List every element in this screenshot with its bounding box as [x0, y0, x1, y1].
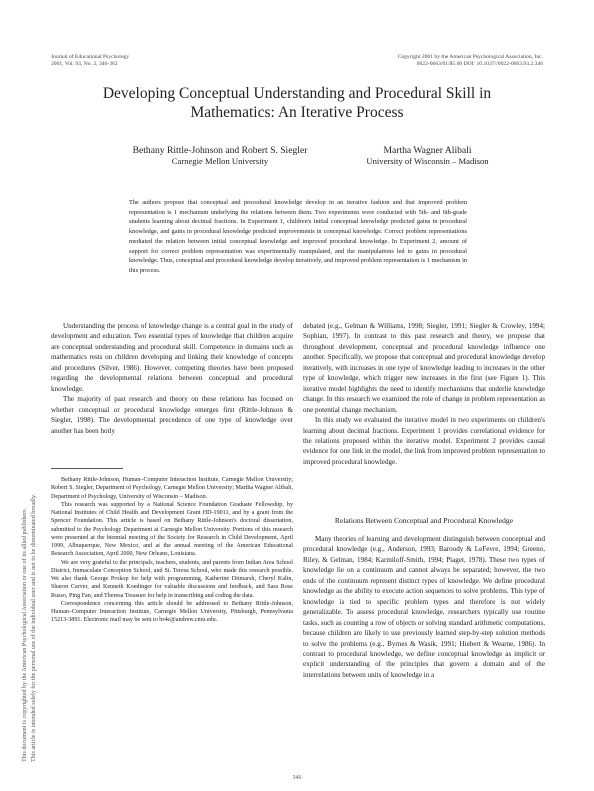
page-number: 346: [292, 775, 302, 781]
title-line-2: Mathematics: An Iterative Process: [190, 104, 404, 121]
footnote-paragraph: This research was supported by a National Science Foundation Graduate Fellowship, by National Institutes of Child Health and Development Grant HD-19011, and by a grant from the Spencer Foundation. This article is based on Bethany Rittle-Johnson's doctoral dissertation, submitted to the Psychology Department at Carnegie Mellon University. Portions of this research were presented at the biennial meeting of the Society for Research in Child Development, April 1999, Albuquerque, New Mexico, and at the annual meeting of the American Educational Research Association, April 2000, New Orleans, Louisiana.: [51, 501, 293, 558]
abstract: The authors propose that conceptual and procedural knowledge develop in an iterative fashion and that improved problem representation is 1 mechanism underlying the relations between them. Two experiments were conducted with 5th- and 6th-grade students learning about decimal fractions. In Experiment 1, children's initial conceptual knowledge predicted gains in procedural knowledge, and gains in procedural knowledge predicted improvements in conceptual knowledge. Correct problem representations mediated the relation between initial conceptual knowledge and improved procedural knowledge. In Experiment 2, amount of support for correct problem representation was experimentally manipulated, and the manipulations led to gains in procedural knowledge. Thus, conceptual and procedural knowledge develop iteratively, and improved problem representation is 1 mechanism in this process.: [129, 199, 467, 274]
author-block-1: [96, 145, 344, 166]
doi-line: 0022-0663/01/$5.00 DOI: 10.1037//0022-0663.93.2.346: [416, 61, 543, 67]
side-copyright-notice-2: This article is intended solely for the personal use of the individual user and is not to be disseminated broadly.: [31, 493, 37, 762]
right-column-section-body: [303, 534, 545, 680]
copyright-notice: [342, 54, 543, 68]
side-copyright-notice-1: This document is copyrighted by the American Psychological Association or one of its allied publishers.: [22, 507, 28, 762]
footnote-paragraph: Correspondence concerning this article should be addressed to Bethany Rittle-Johnson, Human–Computer Interaction Institute, Carnegie Mellon University, Pittsburgh, Pennsylvania 15213-3891. Electronic mail may be sent to br4e@andrew.cmu.edu.: [51, 600, 293, 624]
footnote-rule: [51, 468, 123, 469]
author-footnote: [51, 476, 293, 625]
left-column-body: [51, 321, 293, 436]
body-paragraph: debated (e.g., Gelman & Williams, 1998; Siegler, 1991; Siegler & Crowley, 1994; Sophian, 1997). In contrast to this past research and theory, we propose that throughout development, conceptual and procedural knowledge influence one another. Specifically, we propose that conceptual and procedural knowledge develop iteratively, with increases in one type of knowledge leading to increases in the other type of knowledge, which trigger new increases in the first (see Figure 1). This iterative model highlights the need to identify mechanisms that underlie knowledge change. In this research we examined the role of change in problem representation as one potential change mechanism.: [303, 322, 545, 414]
journal-name: Journal of Educational Psychology: [51, 54, 130, 60]
body-paragraph: Understanding the process of knowledge change is a central goal in the study of development and education. Two essential types of knowledge that children acquire are conceptual understanding and procedural skill. Competence in domains such as mathematics rests on children developing and linking their knowledge of concepts and procedures (Silver, 1986). However, competing theories have been proposed regarding the developmental relations between conceptual and procedural knowledge.: [51, 322, 293, 393]
right-column-body: [303, 321, 545, 467]
journal-citation: [51, 54, 129, 68]
footnote-paragraph: Bethany Rittle-Johnson, Human–Computer Interaction Institute, Carnegie Mellon University; Robert S. Siegler, Department of Psychology, Carnegie Mellon University; Martha Wagner Alibali, Department of Psychology, University of Wisconsin – Madison.: [51, 477, 293, 500]
section-heading: Relations Between Conceptual and Procedural Knowledge: [334, 516, 514, 525]
author-names: Martha Wagner Alibali: [383, 145, 472, 156]
journal-volume: 2001, Vol. 93, No. 2, 346-362: [51, 61, 118, 67]
body-paragraph: The majority of past research and theory on these relations has focused on whether conceptual or procedural knowledge emerges first (Rittle-Johnson & Siegler, 1998). The developmental precedence of one type of knowledge over another has been hotly: [51, 395, 293, 435]
author-names: Bethany Rittle-Johnson and Robert S. Siegler: [132, 145, 308, 156]
body-paragraph: In this study we evaluated the iterative model in two experiments on children's learning about decimal fractions. Experiment 1 provides correlational evidence for the relations proposed within the iterative model. Experiment 2 provides causal evidence for one link in the model, the link from improved problem representation to improved procedural knowledge.: [303, 416, 545, 466]
footnote-paragraph: We are very grateful to the principals, teachers, students, and parents from Indian Area School District, Immaculate Conception School, and St. Teresa School, who made this research possible. We also thank George Prokop for help with programming, Katherine Ditmarsh, Cheryl Kalin, Sharon Carver, and Kenneth Koedinger for valuable discussions and feedback, and Sara Rose Russo, Ping Fan, and Theresa Treasure for help in transcribing and coding the data.: [51, 559, 293, 599]
body-paragraph: Many theories of learning and development distinguish between conceptual and procedural knowledge (e.g., Anderson, 1993; Baroody & LeFevre, 1994; Greeno, Riley, & Gelman, 1984; Karmiloff-Smith, 1994; Piaget, 1978). These two types of knowledge lie on a continuum and cannot always be separated; however, the two ends of the continuum represent distinct types of knowledge. We define procedural knowledge as the ability to execute action sequences to solve problems. This type of knowledge is tied to specific problem types and therefore is not widely generalizable. To assess procedural knowledge, researchers typically use routine tasks, such as counting a row of objects or solving standard arithmetic computations, because children are likely to use previously learned step-by-step solution methods to solve the problems (e.g., Byrnes & Wasik, 1991; Hiebert & Wearne, 1986). In contrast to procedural knowledge, we define conceptual knowledge as implicit or explicit understanding of the principles that govern a domain and of the interrelations between units of knowledge in a: [303, 535, 545, 679]
author-block-2: [344, 145, 511, 166]
copyright-line: Copyright 2001 by the American Psychological Association, Inc.: [397, 54, 543, 60]
article-title: [60, 84, 534, 122]
author-affiliation: Carnegie Mellon University: [171, 156, 269, 166]
author-affiliation: University of Wisconsin – Madison: [366, 156, 489, 166]
title-line-1: Developing Conceptual Understanding and Procedural Skill in: [102, 85, 492, 102]
